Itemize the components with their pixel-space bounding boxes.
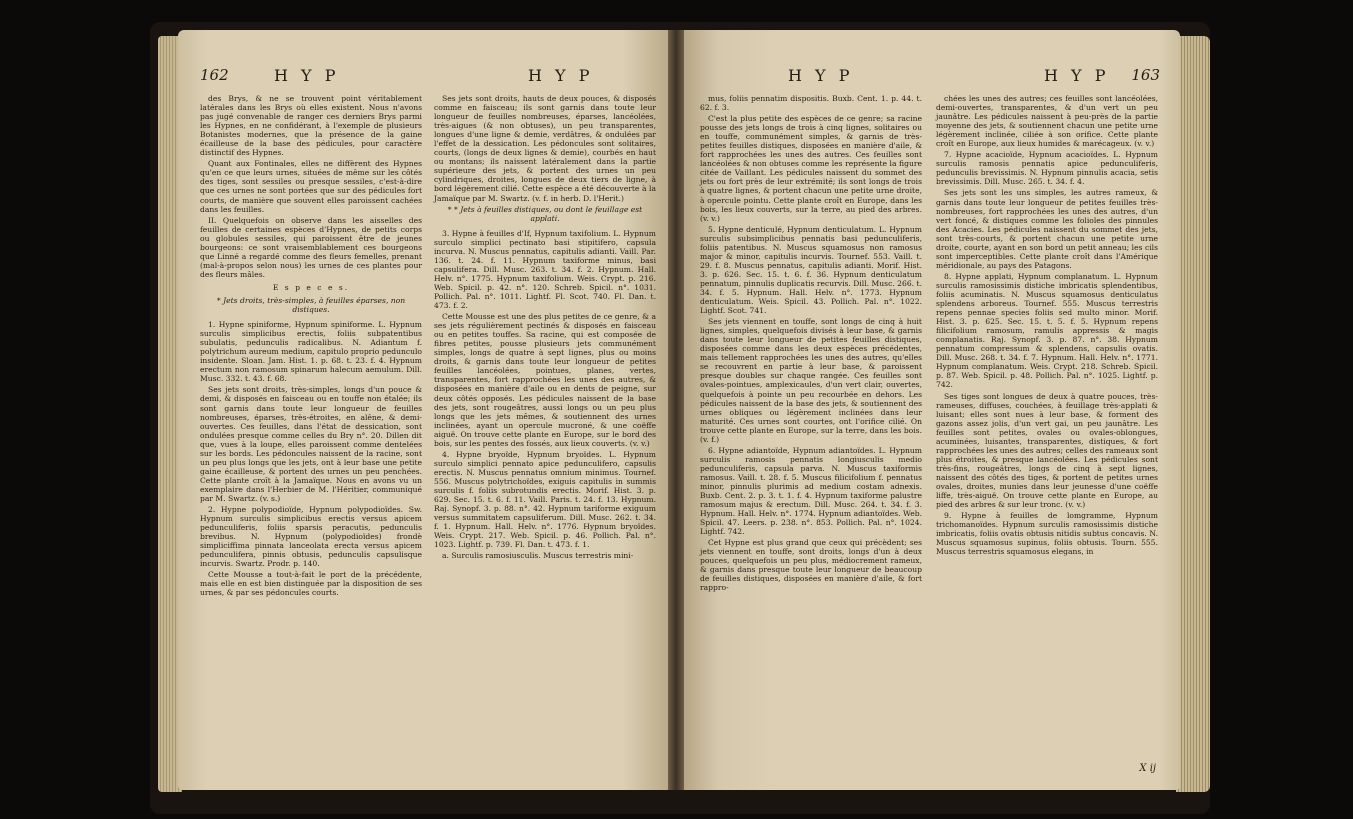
right-page bbox=[678, 30, 1180, 790]
species-entry: 2. Hypne polypodioïde, Hypnum polypodioïdes. Sw. Hypnum surculis simplicibus erectis versus apicem pedunculiferis, foliis sparsis peracutis, pedunculis brevibus. N. Hypnum (polypodioïdes) frondè simpliciffima pinnata lanceolata erecta versus apicem pedunculifera, pinnis obtusis, pedunculis capsulisque incurvis. Swartz. Prodr. p. 140. bbox=[200, 505, 422, 569]
section-heading: E s p e c e s. bbox=[272, 282, 350, 292]
paragraph: Ses tiges sont longues de deux à quatre pouces, très-rameuses, diffuses, couchées, à feuillage très-applati & luisant; elles sont nues à leur base, & forment des gazons assez jolis, d'un vert gai, un peu jaunâtre. Les feuilles sont petites, ovales ou ovales-oblongues, acuminées, luisantes, transparentes, distiques, & fort rapprochées les unes des autres; celles des rameaux sont plus étroites, & presque lancéolées. Les pédicules sont très-fins, rougeâtres, longs de cinq à sept lignes, naissent des côtés des tiges, & portent de petites urnes ovales, droites, munies dans leur jeunesse d'une coëffe liffe, très-aiguë. On trouve cette plante en Europe, au pied des arbres & sur leur tronc. (v. v.) bbox=[936, 391, 1158, 510]
page-number-right: 163 bbox=[1131, 66, 1160, 84]
running-head-left-col2: H Y P bbox=[528, 66, 594, 85]
paragraph: chées les unes des autres; ces feuilles sont lancéolées, demi-ouvertes, transparentes, & d'un vert un peu jaunâtre. Les pédicules naissent à peu-près de la partie moyenne des jets, & soutiennent chacun une petite urne légèrement inclinée, ciliée à son orifice. Cette plante croît en Europe, aux lieux humides & marécageux. (v. v.) bbox=[936, 94, 1158, 149]
paragraph: Cette Mousse est une des plus petites de ce genre, & a ses jets régulièrement pectinés & disposés en faisceau ou en petites touffes. Sa racine, qui est composée de fibres petites, pousse plusieurs jets communément simples, longs de quatre à sept lignes, plus ou moins droits, & garnis dans toute leur longueur de petites feuilles lancéolées, pointues, planes, vertes, transparentes, fort rapprochées les unes des autres, & disposées en manière d'aile ou en dents de peigne, sur deux côtés opposés. Les pédicules naissent de la base des jets, sont rougeâtres, aussi longs ou un peu plus longs que les jets mêmes, & soutiennent des urnes inclinées, ayant un opercule mucroné, & une coëffe aiguë. On trouve cette plante en Europe, sur le bord des bois, sur les pentes des fossés, aux lieux couverts. (v. v.) bbox=[434, 312, 656, 448]
right-page-edges bbox=[1176, 36, 1210, 792]
paragraph: II. Quelquefois on observe dans les aisselles des feuilles de certaines espèces d'Hypnes, de petits corps ou globules sessiles, qui paroissent être de jeunes bourgeons: ce sont vraisemblablement ces bourgeons que Linné a regardé comme des fleurs femelles, prenant (mal-à-propos selon nous) les urnes de ces plantes pour des fleurs mâles. bbox=[200, 215, 422, 279]
left-column-2 bbox=[434, 94, 656, 562]
paragraph: mus, foliis pennatim dispositis. Buxb. Cent. 1. p. 44. t. 62. f. 3. bbox=[700, 94, 922, 113]
group-caption: * Jets droits, très-simples, à feuilles éparses, non distiques. bbox=[216, 295, 406, 315]
species-entry: 1. Hypne spiniforme, Hypnum spiniforme. L. Hypnum surculis simplicibus erectis, foliis subpatentibus subulatis, pedunculis radicalibus. N. Adiantum f. polytrichum aureum medium, capitulo proprio pedunculo insidente. Sloan. Jam. Hist. 1. p. 68. t. 23. f. 4. Hypnum erectum non ramosum spinarum halecum aemulum. Dill. Musc. 332. t. 43. f. 68. bbox=[200, 320, 422, 384]
left-column-1 bbox=[200, 94, 422, 599]
right-column-1 bbox=[700, 94, 922, 595]
signature-mark: X ij bbox=[1139, 763, 1156, 774]
species-entry: 7. Hypne acacioïde, Hypnum acacioïdes. L. Hypnum surculis ramosis pennatis apice pedunculiferis, pedunculis brevissimis. N. Hypnum pinnulis acacia, setis brevissimis. Dill. Musc. 265. t. 34. f. 4. bbox=[936, 150, 1158, 187]
left-page bbox=[178, 30, 672, 790]
species-entry: 5. Hypne denticulé, Hypnum denticulatum. L. Hypnum surculis subsimplicibus pennatis basi pedunculiferis, foliis patentibus. N. Muscus squamosus non ramosus major & minor, capitulis incurvis. Tournef. 553. Vaill. t. 29. f. 8. Muscus pennatus, capitulis adianti. Morif. Hist. 3. p. 626. Sec. 15. t. 6. f. 36. Hypnum denticulatum pennatum, pinnulis duplicatis recurvis. Dill. Musc. 266. t. 34. f. 5. Hypnum. Hall. Helv. n°. 1773. Hypnum denticulatum. Weis. Spicil. 43. Pollich. Pal. n°. 1022. Lightf. Scot. 741. bbox=[700, 224, 922, 316]
paragraph: Ses jets sont droits, très-simples, longs d'un pouce & demi, & disposés en faisceau ou en touffe non étalée; ils sont garnis dans toute leur longueur de feuilles nombreuses, éparses, très-étroites, en alêne, & demi-ouvertes. Ces feuilles, dans l'état de dessication, sont ondulées presque comme celles du Bry n°. 20. Dillen dit que, vues à la loupe, elles paroissent comme dentelées sur les bords. Les pédoncules naissent de la racine, sont un peu plus longs que les jets, ont à leur base une petite gaine écailleuse, & portent des urnes un peu penchées. Cette plante croît à la Jamaïque. Nous en avons vu un exemplaire dans l'Herbier de M. l'Héritier, communiqué par M. Swartz. (v. s.) bbox=[200, 385, 422, 503]
paragraph: C'est la plus petite des espèces de ce genre; sa racine pousse des jets longs de trois à cinq lignes, solitaires ou en touffe, communément simples, & garnis de très-petites feuilles distiques, disposées en manière d'aile, & fort rapprochées les unes des autres. Ces feuilles sont lancéolées & non obtuses comme les représente la figure citée de Vaillant. Les pédicules naissent du sommet des jets ou fort près de leur extrémité; ils sont longs de trois à quatre lignes, & portent chacun une petite urne droite, à opercule pointu. Cette plante croît en Europe, dans les bois, les lieux couverts, sur la terre, au pied des arbres. (v. v.) bbox=[700, 114, 922, 223]
book-gutter bbox=[668, 30, 684, 790]
species-entry: 8. Hypne applati, Hypnum complanatum. L. Hypnum surculis ramosissimis distiche imbricatis splendentibus, foliis acuminatis. N. Muscus squamosus denticulatus splendens arboreus. Tournef. 555. Muscus terrestris repens pennae species foliis sed multo minor. Morif. Hist. 3. p. 625. Sec. 15. t. 5. f. 5. Hypnum repens filicifolium ramosum, ramulis appressis & magis complanatis. Raj. Synopf. 3. p. 87. n°. 38. Hypnum pennatum compressum & splendens, capsulis ovatis. Dill. Musc. 268. t. 34. f. 7. Hypnum. Hall. Helv. n°. 1771. Hypnum complanatum. Weis. Crypt. 218. Schreb. Spicil. p. 87. Web. Spicil. p. 48. Pollich. Pal. n°. 1025. Lightf. p. 742. bbox=[936, 271, 1158, 390]
paragraph: Ses jets sont droits, hauts de deux pouces, & disposés comme en faisceau; ils sont garnis dans toute leur longueur de feuilles nombreuses, éparses, lancéolées, très-aigues (& non obtuses), un peu transparentes, longues d'une ligne & demie, verdâtres, & ondulées par l'effet de la dessication. Les pédoncules sont solitaires, courts, (longs de deux lignes & demie), courbés en haut ou montans; ils naissent latéralement dans la partie supérieure des jets, & portent des urnes un peu cylindriques, droites, longues de deux tiers de ligne, à bord légèrement cilié. Cette espèce a été découverte à la Jamaïque par M. Swartz. (v. f. in herb. D. l'Herit.) bbox=[434, 94, 656, 203]
group-caption: * * Jets à feuilles distiques, ou dont le feuillage est applati. bbox=[447, 204, 643, 223]
species-entry: 6. Hypne adiantoïde, Hypnum adiantoïdes. L. Hypnum surculis ramosis pennatis longiusculis medio pedunculiferis, capsula parva. N. Muscus taxiformis ramosus. Vaill. t. 28. f. 5. Muscus filicifolium f. pennatus minor, pinnulis plurimis ad medium costam adnexis. Buxb. Cent. 2. p. 3. t. 1. f. 4. Hypnum taxiforme palustre ramosum majus & erectum. Dill. Musc. 264. t. 34. f. 3. Hypnum. Hall. Helv. n°. 1774. Hypnum adiantoïdes. Web. Spicil. 47. Leers. p. 238. n°. 853. Pollich. Pal. n°. 1024. Lightf. 742. bbox=[700, 445, 922, 537]
species-entry: 4. Hypne bryoïde, Hypnum bryoïdes. L. Hypnum surculo simplici pennato apice pedunculifero, capsulis erectis. N. Muscus pennatus omnium minimus. Tournef. 556. Muscus polytrichoïdes, exiguis capitulis in summis surculis f. foliis subrotundis erectis. Morif. Hist. 3. p. 629. Sec. 15. t. 6. f. 11. Vaill. Paris. t. 24. f. 13. Hypnum. Raj. Synopf. 3. p. 88. n°. 42. Hypnum tariforme exiguum versus summitatem capsuliferum. Dill. Musc. 262. t. 34. f. 1. Hypnum. Hall. Helv. n°. 1776. Hypnum bryoïdes. Weis. Crypt. 217. Web. Spicil. p. 46. Pollich. Pal. n°. 1023. Lightf. p. 739. Fl. Dan. t. 473. f. 1. bbox=[434, 449, 656, 550]
paragraph: Ses jets viennent en touffe, sont longs de cinq à huit lignes, simples, quelquefois divisés à leur base, & garnis dans toute leur longueur de petites feuilles distiques, disposées comme dans les deux espèces précédentes, mais tellement rapprochées les unes des autres, qu'elles se recouvrent en partie à leur base, & paroissent presque doubles sur chaque rangée. Ces feuilles sont ovales-pointues, amplexicaules, d'un vert clair, ouvertes, quelquefois à pointe un peu recourbée en dehors. Les pédicules naissent de la base des jets, & soutiennent des urnes obliques ou légèrement inclinées dans leur maturité. Ces urnes sont courtes, ont l'orifice cilié. On trouve cette plante en Europe, sur la terre, dans les bois. (v. f.) bbox=[700, 317, 922, 444]
running-head-left-col1: H Y P bbox=[274, 66, 340, 85]
paragraph: Ses jets sont les uns simples, les autres rameux, & garnis dans toute leur longueur de petites feuilles très-nombreuses, fort rapprochées les unes des autres, d'un vert foncé, & distiques comme les folioles des pinnules des Acacies. Les pédicules naissent du sommet des jets, sont très-courts, & portent chacun une petite urne droite, courte, ayant en son bord un petit anneau; les cils sont imperceptibles. Cette plante croît dans l'Amérique méridionale, au pays des Patagons. bbox=[936, 188, 1158, 270]
page-number-left: 162 bbox=[200, 66, 229, 84]
paragraph: Cet Hypne est plus grand que ceux qui précèdent; ses jets viennent en touffe, sont droits, longs d'un à deux pouces, quelquefois un peu plus, médiocrement rameux, & garnis dans presque toute leur longueur de beaucoup de feuilles distiques, disposées en manière d'aile, & fort rappro- bbox=[700, 538, 922, 593]
paragraph: Quant aux Fontinales, elles ne diffèrent des Hypnes qu'en ce que leurs urnes, situées de même sur les côtés des tiges, sont sessiles ou presque sessiles, c'est-à-dire que ces urnes ne sont portées que sur des pédicules fort courts, de manière que souvent elles paroissent cachées dans les feuilles. bbox=[200, 159, 422, 214]
running-head-right-col1: H Y P bbox=[788, 66, 854, 85]
paragraph: a. Surculis ramosiusculis. Muscus terrestris mini- bbox=[442, 551, 634, 561]
species-entry: 3. Hypne à feuilles d'If, Hypnum taxifolium. L. Hypnum surculo simplici pectinato basi stipitifero, capsula incurva. N. Muscus pennatus, capitulis adianti. Vaill. Par. 136. t. 24. f. 11. Hypnum taxiforme minus, basi capsulifera. Dill. Musc. 263. t. 34. f. 2. Hypnum. Hall. Helv. n°. 1775. Hypnum taxifolium. Weis. Crypt. p. 216. Web. Spicil. p. 42. n°. 120. Schreb. Spicil. n°. 1031. Pollich. Pal. n°. 1011. Lightf. Fl. Scot. 740. Fl. Dan. t. 473. f. 2. bbox=[434, 228, 656, 311]
paragraph: Cette Mousse a tout-à-fait le port de la précédente, mais elle en est bien distinguée par la disposition de ses urnes, & par ses pédoncules courts. bbox=[200, 570, 422, 598]
right-column-2 bbox=[936, 94, 1158, 558]
paragraph: des Brys, & ne se trouvent point véritablement latérales dans les Brys où elles existent. Nous n'avons pas jugé convenable de ranger ces derniers Brys parmi les Hypnes, en ne confidérant, à l'exemple de plusieurs Botanistes modernes, que la présence de la gaine écailleuse de la base des pédicules, pour caractère distinctif des Hypnes. bbox=[200, 94, 422, 158]
running-head-right-col2: H Y P bbox=[1044, 66, 1110, 85]
species-entry: 9. Hypne à feuilles de lomgramme, Hypnum trichomanoïdes. Hypnum surculis ramosissimis distiche imbricatis, foliis ovatis obtusis nitidis subtus concavis. N. Muscus squamosus supinus, foliis obtusis. Tourn. 555. Muscus terrestris squamosus elegans, in bbox=[936, 511, 1158, 557]
